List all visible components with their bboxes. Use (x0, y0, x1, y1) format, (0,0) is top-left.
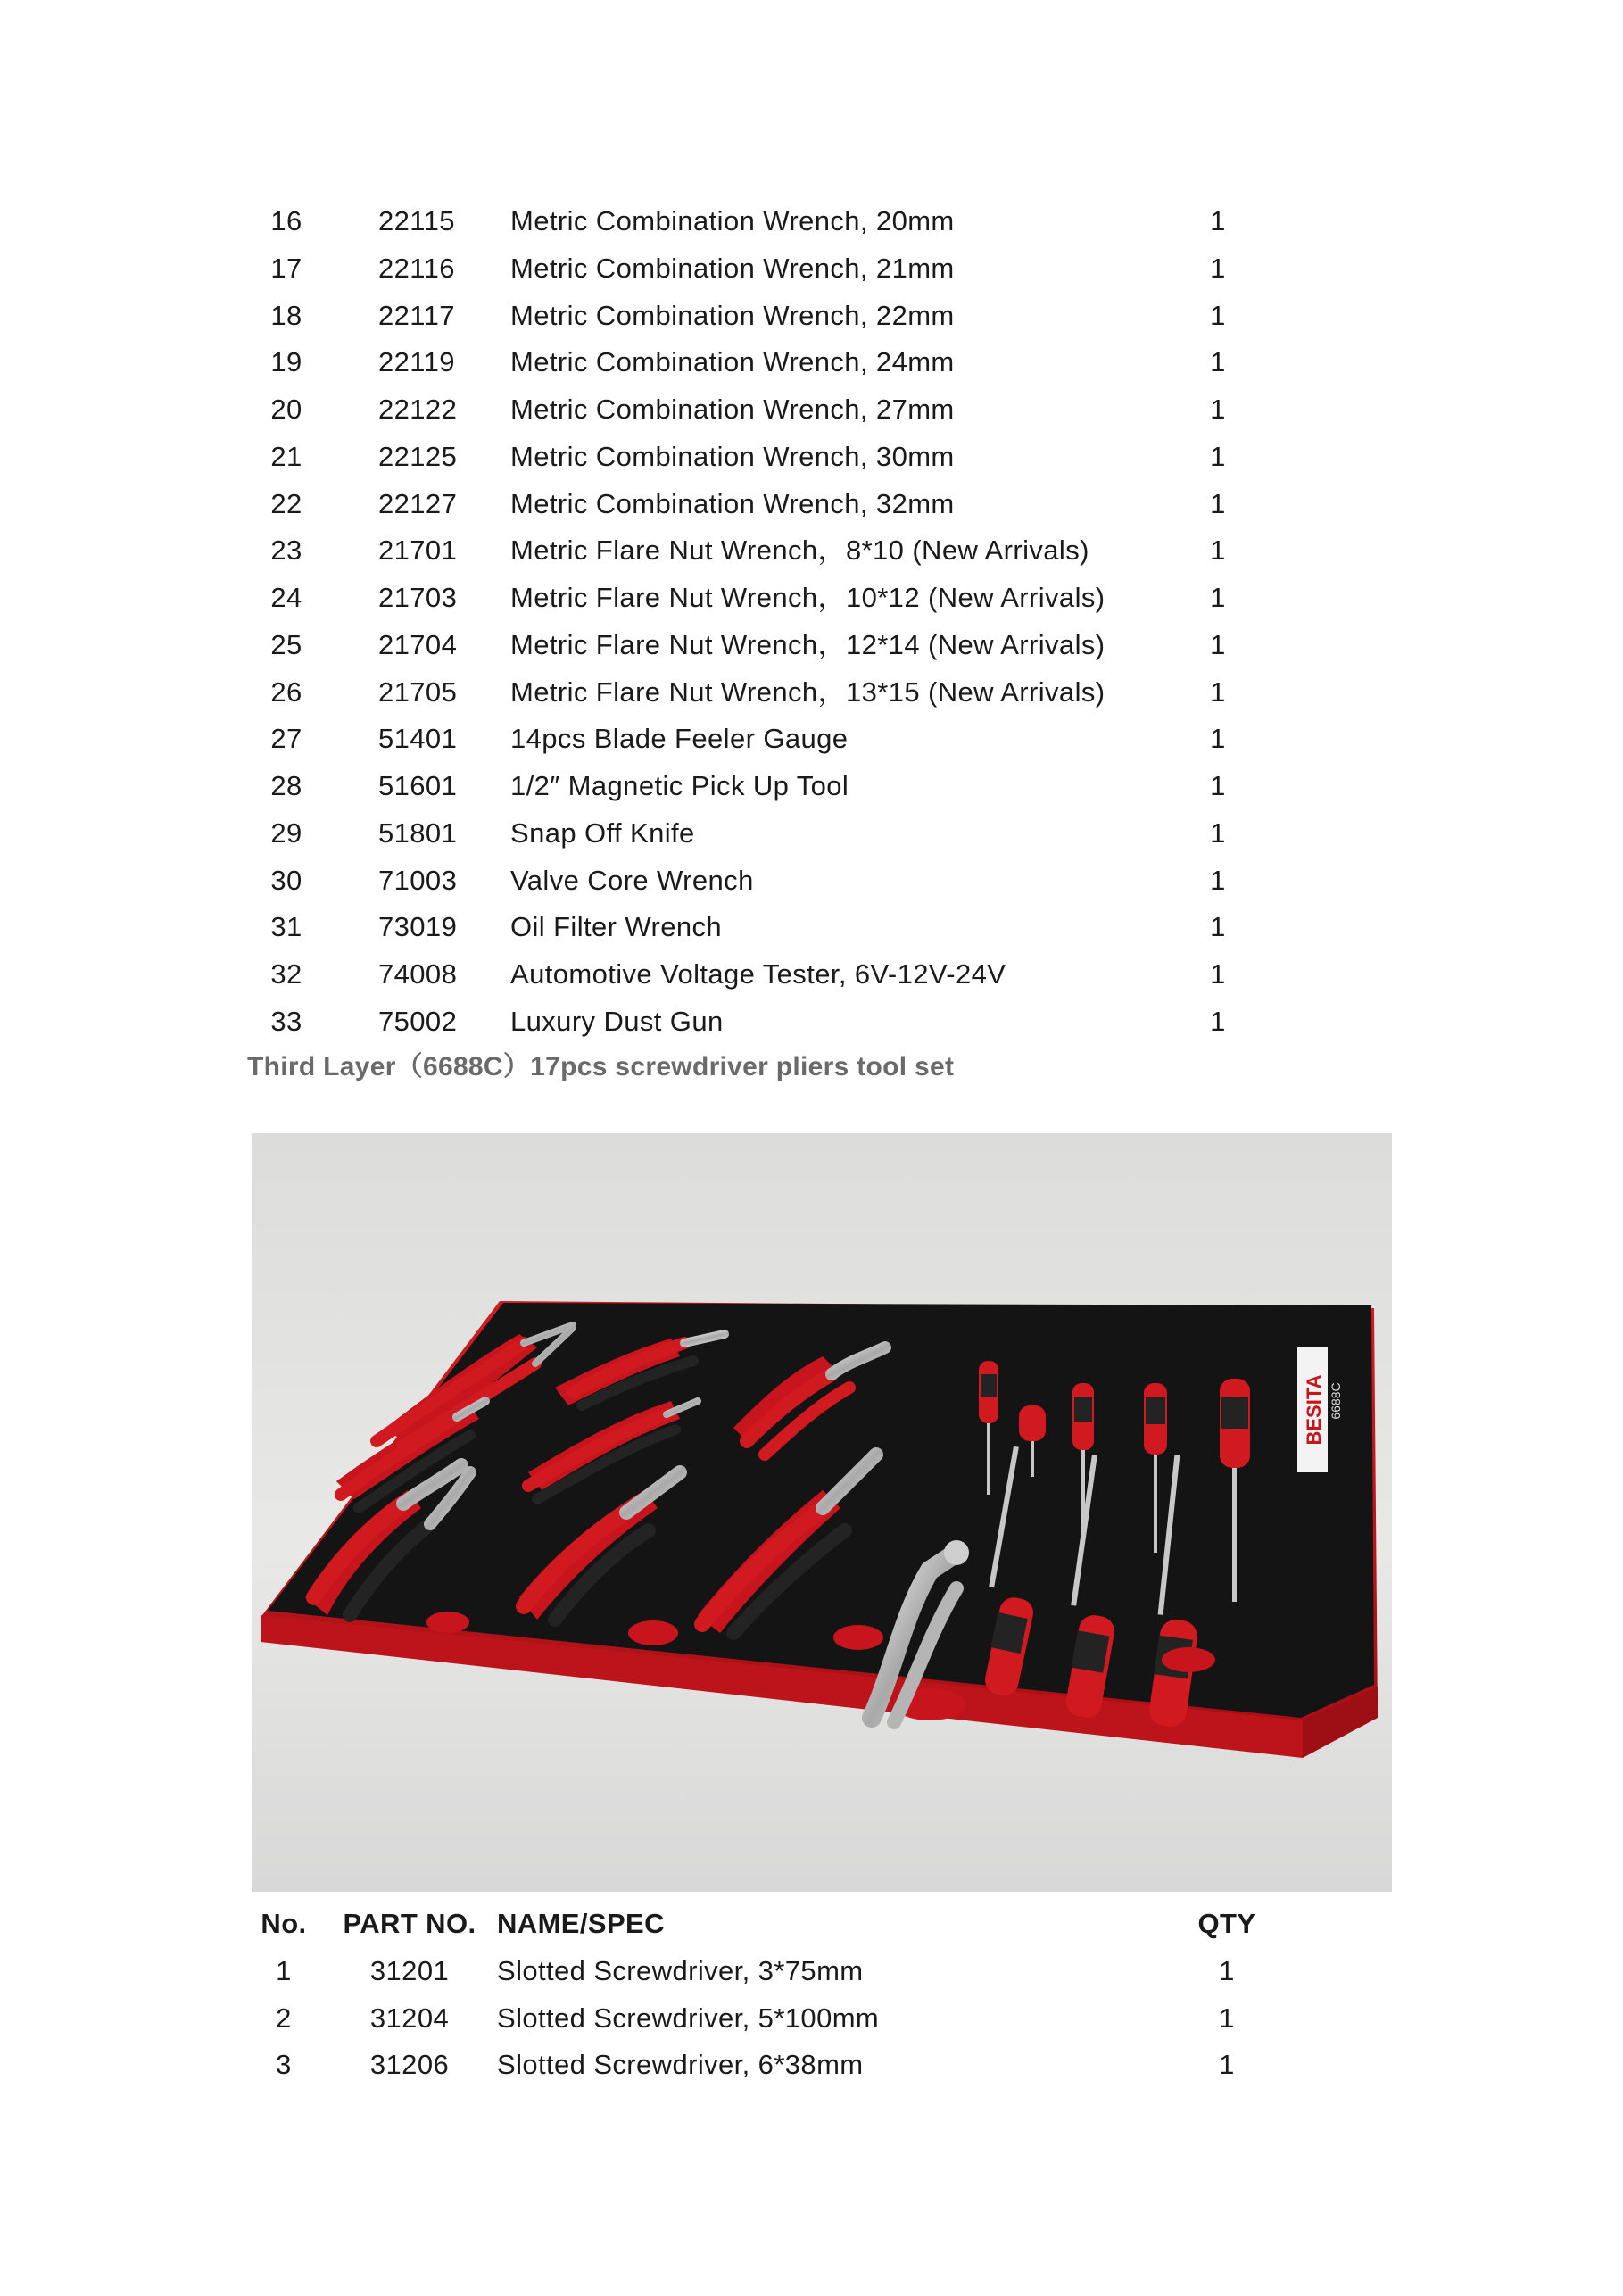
table-row (0, 951, 1623, 999)
item-number: 33 (270, 1005, 302, 1037)
table-header-row (0, 1901, 1623, 1948)
header-qty: QTY (1197, 1908, 1256, 1939)
part-number: 51801 (378, 816, 458, 849)
item-qty: 1 (1210, 816, 1226, 849)
item-qty: 1 (1210, 440, 1226, 472)
item-name: Valve Core Wrench (510, 864, 754, 896)
item-name: Metric Combination Wrench, 30mm (510, 440, 955, 472)
table-row (0, 716, 1623, 763)
svg-text:BESITA: BESITA (1303, 1374, 1325, 1446)
item-name: Metric Combination Wrench, 32mm (510, 487, 955, 519)
item-name: Metric Combination Wrench, 20mm (510, 205, 955, 236)
part-number: 31201 (369, 1954, 450, 1986)
part-number: 21705 (378, 676, 458, 708)
table-row (0, 669, 1623, 717)
item-number: 1 (276, 1954, 292, 1986)
table-row (0, 434, 1623, 481)
item-name: Metric Flare Nut Wrench，12*14 (New Arrivals) (510, 628, 1105, 660)
part-number: 31204 (369, 2002, 450, 2034)
table-row (0, 999, 1623, 1046)
table-row (0, 575, 1623, 622)
item-name: Luxury Dust Gun (510, 1005, 724, 1037)
item-name: Snap Off Knife (510, 816, 695, 849)
part-number: 21701 (378, 535, 458, 567)
part-number: 71003 (378, 864, 458, 896)
item-name: Metric Combination Wrench, 21mm (510, 252, 955, 284)
item-number: 30 (270, 864, 302, 896)
part-number: 22119 (378, 346, 455, 378)
table-row (0, 622, 1623, 669)
table-row (0, 386, 1623, 434)
table-row (0, 1995, 1623, 2043)
table-row (0, 293, 1623, 340)
item-qty: 1 (1210, 723, 1226, 755)
item-number: 3 (276, 2049, 292, 2081)
item-number: 27 (270, 723, 302, 755)
header-part-no: PART NO. (343, 1908, 476, 1939)
part-number: 22116 (378, 252, 455, 284)
item-number: 24 (270, 582, 302, 613)
part-number: 74008 (378, 958, 458, 990)
item-number: 2 (276, 2002, 292, 2034)
part-number: 22127 (378, 487, 458, 519)
table-row (0, 339, 1623, 386)
item-name: Metric Combination Wrench, 27mm (510, 394, 955, 425)
item-qty: 1 (1210, 676, 1226, 708)
item-name: 1/2″ Magnetic Pick Up Tool (510, 770, 849, 801)
part-number: 21703 (378, 582, 458, 613)
item-number: 28 (270, 770, 302, 801)
item-number: 32 (270, 958, 302, 990)
item-number: 21 (270, 440, 302, 472)
item-qty: 1 (1210, 205, 1226, 236)
part-number: 31206 (369, 2049, 450, 2081)
item-name: Automotive Voltage Tester, 6V-12V-24V (510, 958, 1006, 990)
item-qty: 1 (1210, 864, 1226, 896)
item-qty: 1 (1210, 487, 1226, 519)
item-qty: 1 (1210, 394, 1226, 425)
table-row (0, 2042, 1623, 2089)
item-number: 23 (270, 535, 302, 567)
item-qty: 1 (1219, 2049, 1235, 2081)
table-row (0, 527, 1623, 575)
part-number: 73019 (378, 911, 458, 943)
part-number: 75002 (378, 1005, 458, 1037)
item-qty: 1 (1210, 582, 1226, 613)
part-number: 21704 (378, 628, 458, 660)
header-no: No. (261, 1908, 307, 1939)
item-number: 18 (270, 299, 302, 331)
item-qty: 1 (1219, 1954, 1235, 1986)
item-qty: 1 (1210, 299, 1226, 331)
item-name: Slotted Screwdriver, 3*75mm (497, 1954, 864, 1986)
item-number: 26 (270, 676, 302, 708)
part-number: 51401 (378, 723, 458, 755)
section-title: Third Layer（6688C）17pcs screwdriver pliers tool set (247, 1052, 955, 1082)
table-row (0, 481, 1623, 528)
item-number: 29 (270, 816, 302, 849)
item-number: 25 (270, 628, 302, 660)
item-name: Metric Flare Nut Wrench，10*12 (New Arrivals) (510, 582, 1105, 613)
item-name: Metric Flare Nut Wrench，8*10 (New Arrivals) (510, 535, 1089, 567)
item-number: 19 (270, 346, 302, 378)
table-row (0, 858, 1623, 905)
part-number: 22125 (378, 440, 458, 472)
part-number: 51601 (378, 770, 458, 801)
table-row (0, 810, 1623, 858)
item-qty: 1 (1210, 252, 1226, 284)
item-qty: 1 (1210, 958, 1226, 990)
brand-logo (1297, 1347, 1328, 1472)
header-name-spec: NAME/SPEC (497, 1908, 665, 1939)
item-number: 20 (270, 394, 302, 425)
parts-table (0, 1901, 1623, 2089)
table-row (0, 763, 1623, 810)
item-name: Metric Flare Nut Wrench，13*15 (New Arrivals) (510, 676, 1105, 708)
table-row (0, 245, 1623, 293)
item-qty: 1 (1210, 535, 1226, 567)
item-qty: 1 (1210, 911, 1226, 943)
item-qty: 1 (1210, 770, 1226, 801)
item-number: 22 (270, 487, 302, 519)
item-number: 17 (270, 252, 302, 284)
parts-table-continued (0, 198, 1623, 1046)
part-number: 22115 (378, 205, 455, 236)
item-name: Slotted Screwdriver, 6*38mm (497, 2049, 864, 2081)
item-qty: 1 (1219, 2002, 1235, 2034)
item-name: Slotted Screwdriver, 5*100mm (497, 2002, 880, 2034)
item-qty: 1 (1210, 346, 1226, 378)
item-name: Metric Combination Wrench, 24mm (510, 346, 955, 378)
item-name: 14pcs Blade Feeler Gauge (510, 723, 849, 755)
item-qty: 1 (1210, 628, 1226, 660)
svg-text:6688C: 6688C (1329, 1382, 1343, 1420)
tool-set-photo (252, 1133, 1392, 1892)
part-number: 22122 (378, 394, 458, 425)
item-name: Oil Filter Wrench (510, 911, 723, 943)
item-name: Metric Combination Wrench, 22mm (510, 299, 955, 331)
part-number: 22117 (378, 299, 455, 331)
table-row (0, 198, 1623, 245)
item-qty: 1 (1210, 1005, 1226, 1037)
table-row (0, 904, 1623, 951)
item-number: 31 (270, 911, 302, 943)
model-label (1329, 1382, 1343, 1419)
item-number: 16 (270, 205, 302, 236)
table-row (0, 1948, 1623, 1995)
